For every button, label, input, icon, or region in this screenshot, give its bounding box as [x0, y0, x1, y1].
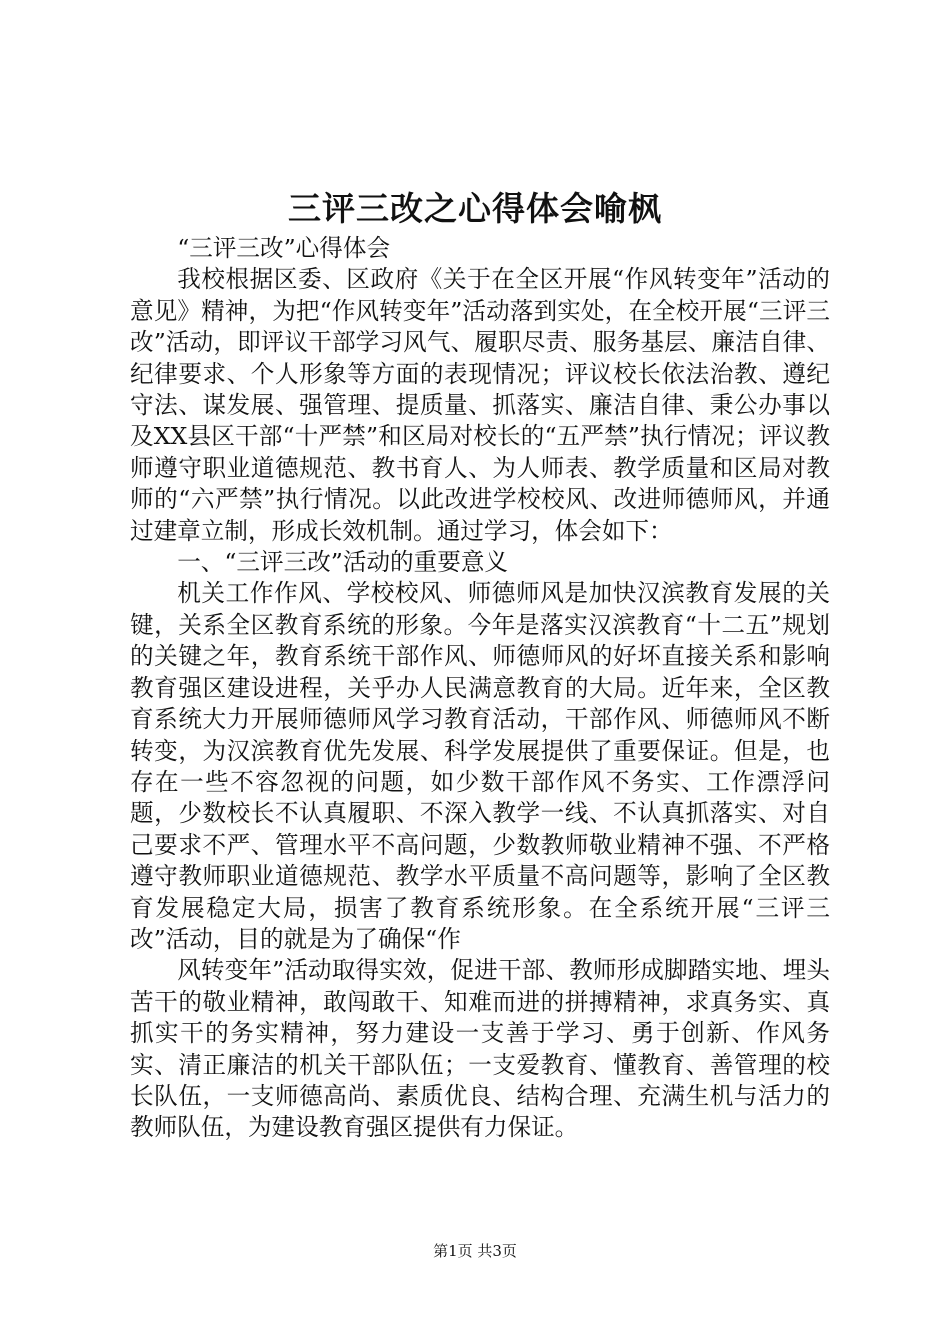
document-body: [130, 233, 830, 1144]
body-paragraph: 我校根据区委、区政府《关于在全区开展“作风转变年”活动的意见》精神，为把“作风转变年”活动落到实处，在全校开展“三评三改”活动，即评议干部学习风气、履职尽责、服务基层、廉洁自律、纪律要求、个人形象等方面的表现情况；评议校长依法治教、遵纪守法、谋发展、强管理、提质量、抓落实、廉洁自律、秉公办事以及XX县区干部“十严禁”和区局对校长的“五严禁”执行情况；评议教师遵守职业道德规范、教书育人、为人师表、教学质量和区局对教师的“六严禁”执行情况。以此改进学校校风、改进师德师风，并通过建章立制，形成长效机制。通过学习，体会如下：: [130, 265, 830, 545]
body-paragraph: 机关工作作风、学校校风、师德师风是加快汉滨教育发展的关键，关系全区教育系统的形象。今年是落实汉滨教育“十二五”规划的关键之年，教育系统干部作风、师德师风的好坏直接关系和影响教育强区建设进程，关乎办人民满意教育的大局。近年来，全区教育系统大力开展师德师风学习教育活动，干部作风、师德师风不断转变，为汉滨教育优先发展、科学发展提供了重要保证。但是，也存在一些不容忽视的问题，如少数干部作风不务实、工作漂浮问题，少数校长不认真履职、不深入教学一线、不认真抓落实、对自己要求不严、管理水平不高问题，少数教师敬业精神不强、不严格遵守教师职业道德规范、教学水平质量不高问题等，影响了全区教育发展稳定大局，损害了教育系统形象。在全系统开展“三评三改”活动，目的就是为了确保“作: [130, 579, 830, 953]
subtitle-paragraph: “三评三改”心得体会: [177, 234, 391, 262]
document-title: 三评三改之心得体会喻枫: [288, 189, 662, 228]
section-heading: 一、“三评三改”活动的重要意义: [177, 548, 509, 577]
body-paragraph: 风转变年”活动取得实效，促进干部、教师形成脚踏实地、埋头苦干的敬业精神，敢闯敢干、知难而进的拼搏精神，求真务实、真抓实干的务实精神，努力建设一支善于学习、勇于创新、作风务实、清正廉洁的机关干部队伍；一支爱教育、懂教育、善管理的校长队伍，一支师德高尚、素质优良、结构合理、充满生机与活力的教师队伍，为建设教育强区提供有力保证。: [130, 956, 830, 1142]
page-footer: 第1页 共3页: [433, 1242, 517, 1260]
